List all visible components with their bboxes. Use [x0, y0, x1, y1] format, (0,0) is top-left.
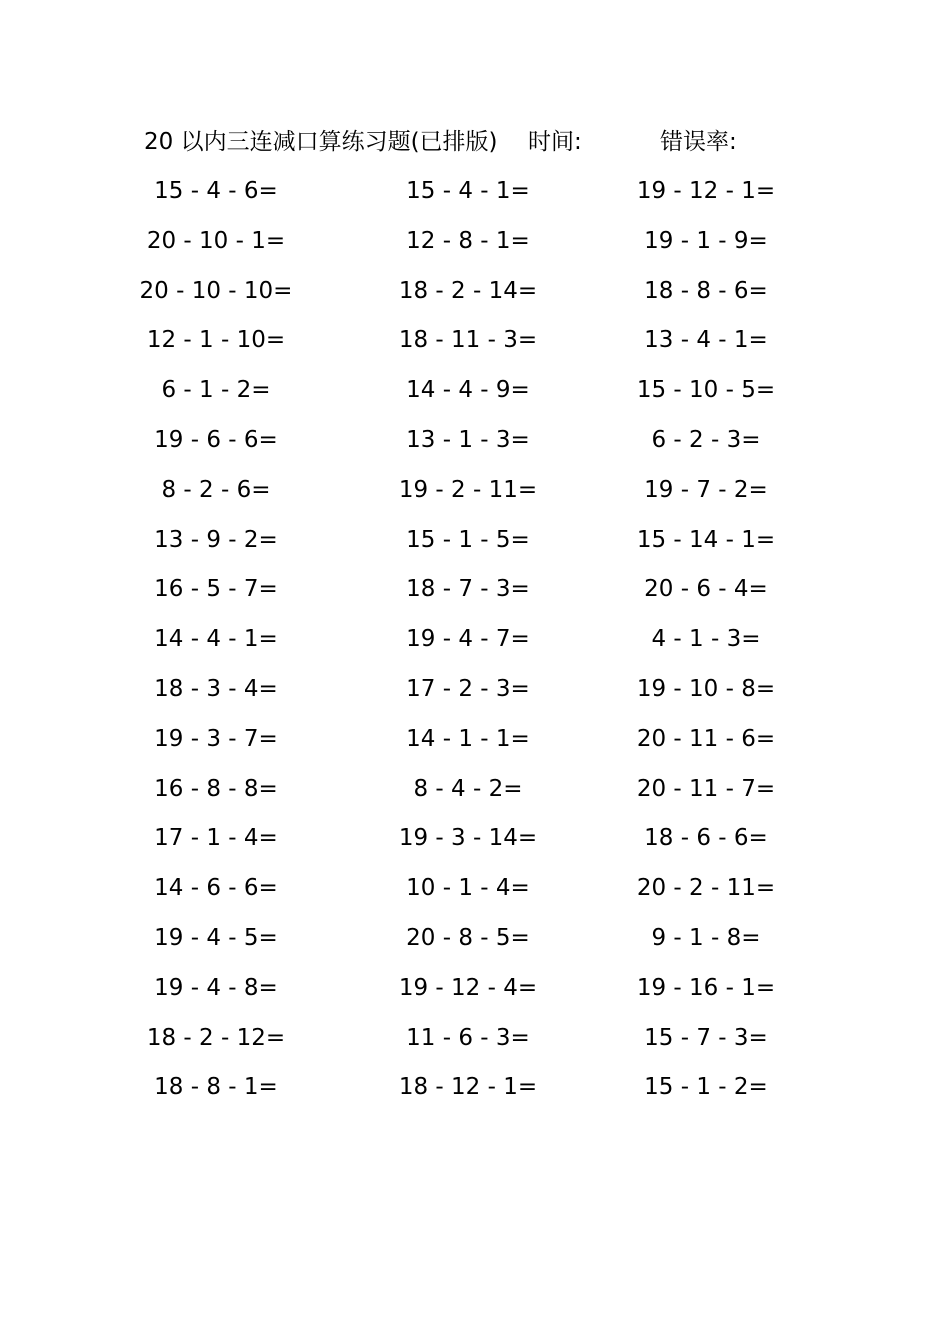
problem-item: 19 - 2 - 11= — [398, 476, 538, 503]
problem-item: 14 - 6 - 6= — [154, 875, 278, 902]
problem-item: 13 - 9 - 2= — [154, 526, 278, 553]
problem-item: 15 - 1 - 2= — [644, 1074, 768, 1101]
problem-item: 20 - 11 - 7= — [636, 775, 776, 802]
problem-item: 14 - 4 - 9= — [406, 377, 530, 404]
problem-item: 19 - 10 - 8= — [636, 675, 776, 702]
problem-item: 16 - 5 - 7= — [154, 576, 278, 603]
problem-item: 19 - 12 - 1= — [636, 178, 776, 204]
problem-item: 15 - 7 - 3= — [644, 1024, 768, 1051]
problem-item: 18 - 2 - 14= — [398, 277, 538, 304]
problem-item: 6 - 2 - 3= — [651, 426, 761, 453]
time-label: 时间: — [528, 129, 582, 155]
problem-item: 12 - 8 - 1= — [406, 227, 530, 254]
problem-item: 18 - 8 - 1= — [154, 1074, 278, 1101]
problem-item: 14 - 4 - 1= — [154, 626, 278, 653]
problem-item: 18 - 3 - 4= — [154, 675, 278, 702]
problem-item: 4 - 1 - 3= — [651, 626, 761, 653]
problem-item: 17 - 1 - 4= — [154, 825, 278, 852]
problem-item: 19 - 4 - 7= — [406, 626, 530, 653]
problem-row — [0, 224, 950, 274]
problem-item: 6 - 1 - 2= — [161, 377, 271, 404]
problem-row — [0, 523, 950, 573]
problem-item: 12 - 1 - 10= — [146, 327, 286, 354]
problem-row — [0, 672, 950, 722]
problem-item: 14 - 1 - 1= — [406, 725, 530, 752]
problem-item: 20 - 10 - 10= — [139, 277, 293, 304]
problem-row — [0, 373, 950, 423]
problem-item: 19 - 12 - 4= — [398, 974, 538, 1001]
problem-row — [0, 423, 950, 473]
problem-item: 17 - 2 - 3= — [406, 675, 530, 702]
problem-item: 8 - 2 - 6= — [161, 476, 271, 503]
problem-item: 18 - 8 - 6= — [644, 277, 768, 304]
problem-item: 18 - 6 - 6= — [644, 825, 768, 852]
problem-item: 11 - 6 - 3= — [406, 1024, 530, 1051]
problem-item: 15 - 10 - 5= — [636, 377, 776, 404]
problem-item: 10 - 1 - 4= — [406, 875, 530, 902]
problem-row — [0, 1070, 950, 1120]
problem-item: 20 - 10 - 1= — [146, 227, 286, 254]
problem-grid — [0, 174, 950, 1120]
problem-item: 18 - 7 - 3= — [406, 576, 530, 603]
problem-item: 15 - 1 - 5= — [406, 526, 530, 553]
problem-item: 18 - 2 - 12= — [146, 1024, 286, 1051]
error-rate-label: 错误率: — [660, 129, 737, 155]
problem-row — [0, 772, 950, 822]
problem-row — [0, 473, 950, 523]
problem-row — [0, 572, 950, 622]
problem-item: 15 - 4 - 1= — [406, 178, 530, 204]
problem-item: 13 - 1 - 3= — [406, 426, 530, 453]
problem-item: 20 - 6 - 4= — [644, 576, 768, 603]
problem-item: 18 - 11 - 3= — [398, 327, 538, 354]
problem-item: 20 - 11 - 6= — [636, 725, 776, 752]
problem-row — [0, 921, 950, 971]
problem-item: 19 - 7 - 2= — [644, 476, 768, 503]
page-title: 20 以内三连减口算练习题(已排版) — [144, 129, 498, 155]
problem-item: 19 - 4 - 8= — [154, 974, 278, 1001]
problem-item: 15 - 14 - 1= — [636, 526, 776, 553]
problem-item: 9 - 1 - 8= — [651, 924, 761, 951]
problem-item: 19 - 3 - 14= — [398, 825, 538, 852]
problem-item: 19 - 6 - 6= — [154, 426, 278, 453]
problem-row — [0, 622, 950, 672]
problem-row — [0, 174, 950, 224]
problem-item: 19 - 4 - 5= — [154, 924, 278, 951]
problem-item: 8 - 4 - 2= — [413, 775, 523, 802]
problem-row — [0, 323, 950, 373]
problem-item: 13 - 4 - 1= — [644, 327, 768, 354]
problem-item: 20 - 8 - 5= — [406, 924, 530, 951]
problem-row — [0, 971, 950, 1021]
problem-item: 19 - 16 - 1= — [636, 974, 776, 1001]
problem-row — [0, 1021, 950, 1071]
problem-row — [0, 821, 950, 871]
problem-row — [0, 722, 950, 772]
problem-item: 15 - 4 - 6= — [154, 178, 278, 204]
problem-item: 20 - 2 - 11= — [636, 875, 776, 902]
problem-item: 16 - 8 - 8= — [154, 775, 278, 802]
problem-item: 19 - 3 - 7= — [154, 725, 278, 752]
problem-item: 18 - 12 - 1= — [398, 1074, 538, 1101]
problem-row — [0, 871, 950, 921]
problem-item: 19 - 1 - 9= — [644, 227, 768, 254]
problem-row — [0, 274, 950, 324]
